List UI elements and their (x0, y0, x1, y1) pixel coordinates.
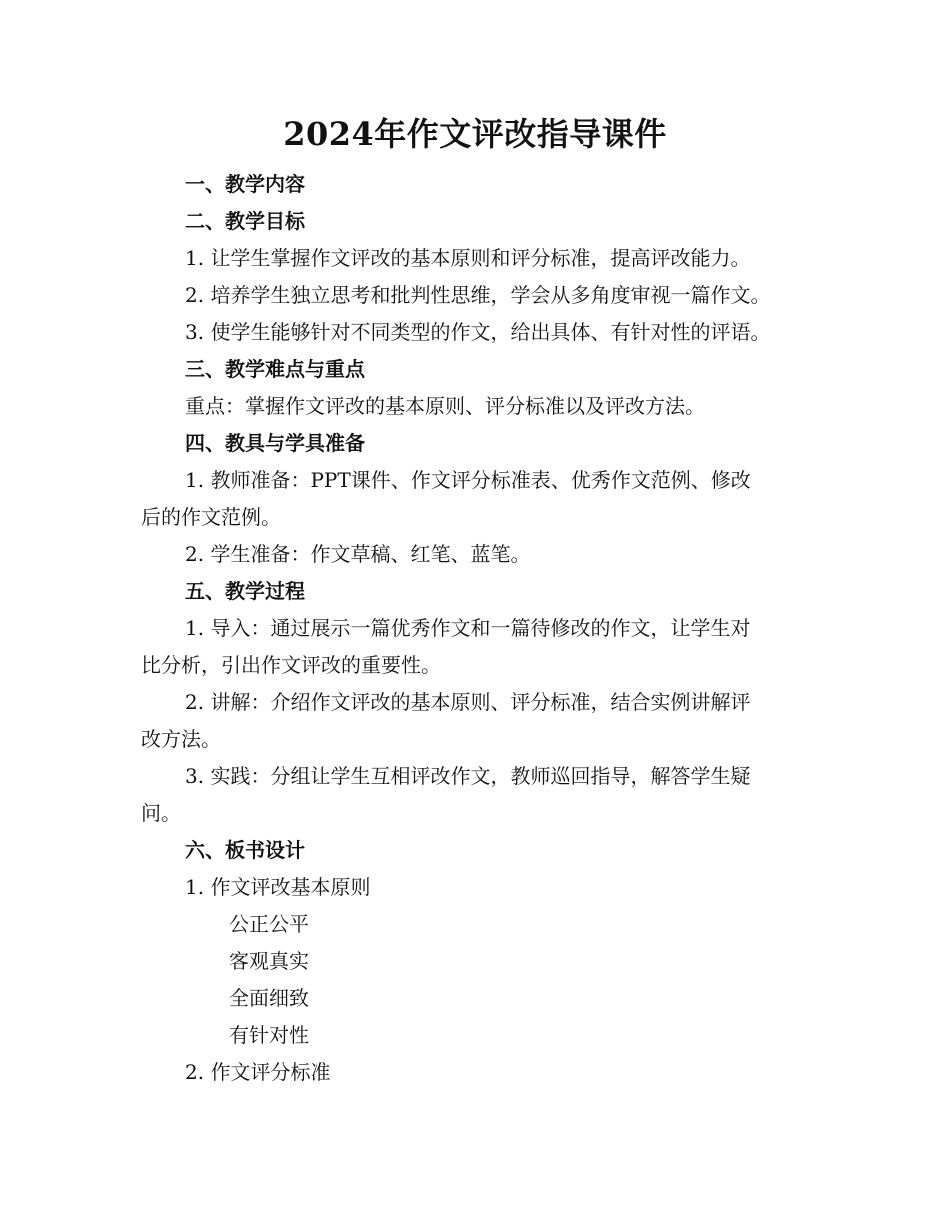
document-title: 2024年作文评改指导课件 (283, 115, 667, 153)
sub-item: 有针对性 (229, 1023, 309, 1047)
list-item-continuation: 问。 (141, 801, 181, 825)
section-heading: 二、教学目标 (185, 209, 305, 233)
section-heading: 六、板书设计 (185, 838, 305, 862)
paragraph: 重点：掌握作文评改的基本原则、评分标准以及评改方法。 (185, 394, 705, 418)
list-item: 1. 导入：通过展示一篇优秀作文和一篇待修改的作文，让学生对 (185, 616, 751, 640)
list-item: 2. 学生准备：作文草稿、红笔、蓝笔。 (185, 542, 531, 566)
list-item: 2. 作文评分标准 (185, 1060, 331, 1084)
document-body (141, 166, 821, 1091)
section-heading: 四、教具与学具准备 (185, 431, 365, 455)
list-item: 1. 让学生掌握作文评改的基本原则和评分标准，提高评改能力。 (185, 246, 751, 270)
section-heading: 三、教学难点与重点 (185, 357, 365, 381)
list-item-continuation: 后的作文范例。 (141, 505, 281, 529)
sub-item: 全面细致 (229, 986, 309, 1010)
section-heading: 五、教学过程 (185, 579, 305, 603)
list-item: 1. 作文评改基本原则 (185, 875, 371, 899)
list-item-continuation: 比分析，引出作文评改的重要性。 (141, 653, 441, 677)
list-item: 1. 教师准备：PPT课件、作文评分标准表、优秀作文范例、修改 (185, 468, 751, 492)
list-item: 3. 实践：分组让学生互相评改作文，教师巡回指导，解答学生疑 (185, 764, 751, 788)
list-item: 2. 讲解：介绍作文评改的基本原则、评分标准，结合实例讲解评 (185, 690, 751, 714)
section-heading: 一、教学内容 (185, 172, 305, 196)
list-item: 2. 培养学生独立思考和批判性思维，学会从多角度审视一篇作文。 (185, 283, 771, 307)
list-item-continuation: 改方法。 (141, 727, 221, 751)
list-item: 3. 使学生能够针对不同类型的作文，给出具体、有针对性的评语。 (185, 320, 771, 344)
sub-item: 公正公平 (229, 912, 309, 936)
sub-item: 客观真实 (229, 949, 309, 973)
